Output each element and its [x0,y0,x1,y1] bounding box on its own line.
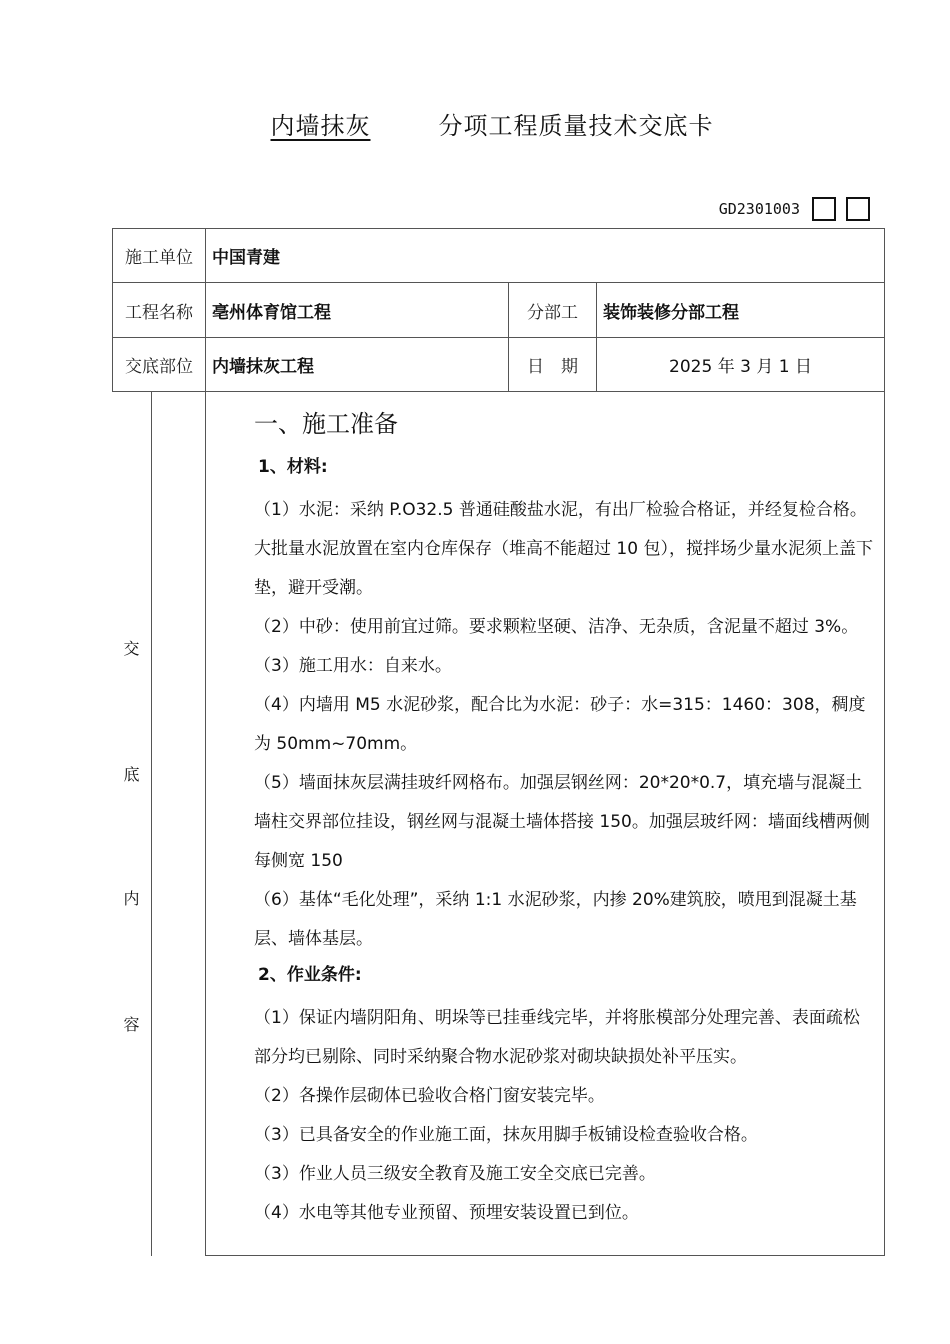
document-code [719,197,870,221]
side-char: 内 [123,889,140,908]
document-code-text: GD2301003 [718,200,800,218]
side-char: 交 [123,639,140,658]
division-label: 分部工 [509,283,597,338]
document-title [0,106,950,141]
row-project [113,283,885,338]
checkbox-1[interactable] [812,197,836,221]
date-label: 日 期 [509,338,597,392]
material-item: （3）施工用水：自来水。 [254,656,452,676]
side-label-column [112,392,152,1256]
condition-item: （3）作业人员三级安全教育及施工安全交底已完善。 [254,1164,656,1184]
condition-item: （1）保证内墙阴阳角、明垛等已挂垂线完毕，并将胀模部分处理完善、表面疏松部分均已剔除、同时采纳聚合物水泥砂浆对砌块缺损处补平压实。 [254,1008,860,1067]
location-value: 内墙抹灰工程 [206,338,509,392]
unit-label: 施工单位 [113,229,206,283]
section-title: 一、施工准备 [254,410,398,438]
material-item: （2）中砂：使用前宜过筛。要求颗粒坚硬、洁净、无杂质，含泥量不超过 3%。 [254,617,859,637]
checkbox-2[interactable] [846,197,870,221]
materials-title: 1、材料: [258,457,328,477]
row-location [113,338,885,392]
condition-item: （3）已具备安全的作业施工面，抹灰用脚手板铺设检查验收合格。 [254,1125,758,1145]
date-value: 2025 年 3 月 1 日 [597,338,885,392]
side-char: 底 [123,765,140,784]
material-item: （5）墙面抹灰层满挂玻纤网格布。加强层钢丝网：20*20*0.7，填充墙与混凝土墙柱交界部位挂设，钢丝网与混凝土墙体搭接 150。加强层玻纤网：墙面线槽两侧每侧宽 150 [254,773,870,871]
title-underlined-part: 内墙抹灰 [270,112,371,140]
side-char: 容 [123,1015,140,1034]
material-item: （1）水泥：采纳 P.O32.5 普通硅酸盐水泥，有出厂检验合格证，并经复检合格。大批量水泥放置在室内仓库保存（堆高不能超过 10 包），搅拌场少量水泥须上盖下垫，避开受潮。 [254,500,873,598]
project-value: 亳州体育馆工程 [206,283,509,338]
location-label: 交底部位 [113,338,206,392]
material-item: （4）内墙用 M5 水泥砂浆，配合比为水泥：砂子：水=315：1460：308，稠度为 50mm~70mm。 [254,695,866,754]
row-unit [113,229,885,283]
briefing-form-table [112,228,885,1256]
division-value: 装饰装修分部工程 [597,283,885,338]
project-label: 工程名称 [113,283,206,338]
condition-item: （2）各操作层砌体已验收合格门窗安装完毕。 [254,1086,605,1106]
content-cell [206,392,885,1256]
title-main-part: 分项工程质量技术交底卡 [438,112,714,140]
condition-item: （4）水电等其他专业预留、预埋安装设置已到位。 [254,1203,639,1223]
material-item: （6）基体“毛化处理”，采纳 1:1 水泥砂浆，内掺 20%建筑胶，喷甩到混凝土基层、墙体基层。 [254,890,857,949]
conditions-title: 2、作业条件: [258,965,362,985]
row-content [113,392,885,1256]
unit-value: 中国青建 [206,229,885,283]
